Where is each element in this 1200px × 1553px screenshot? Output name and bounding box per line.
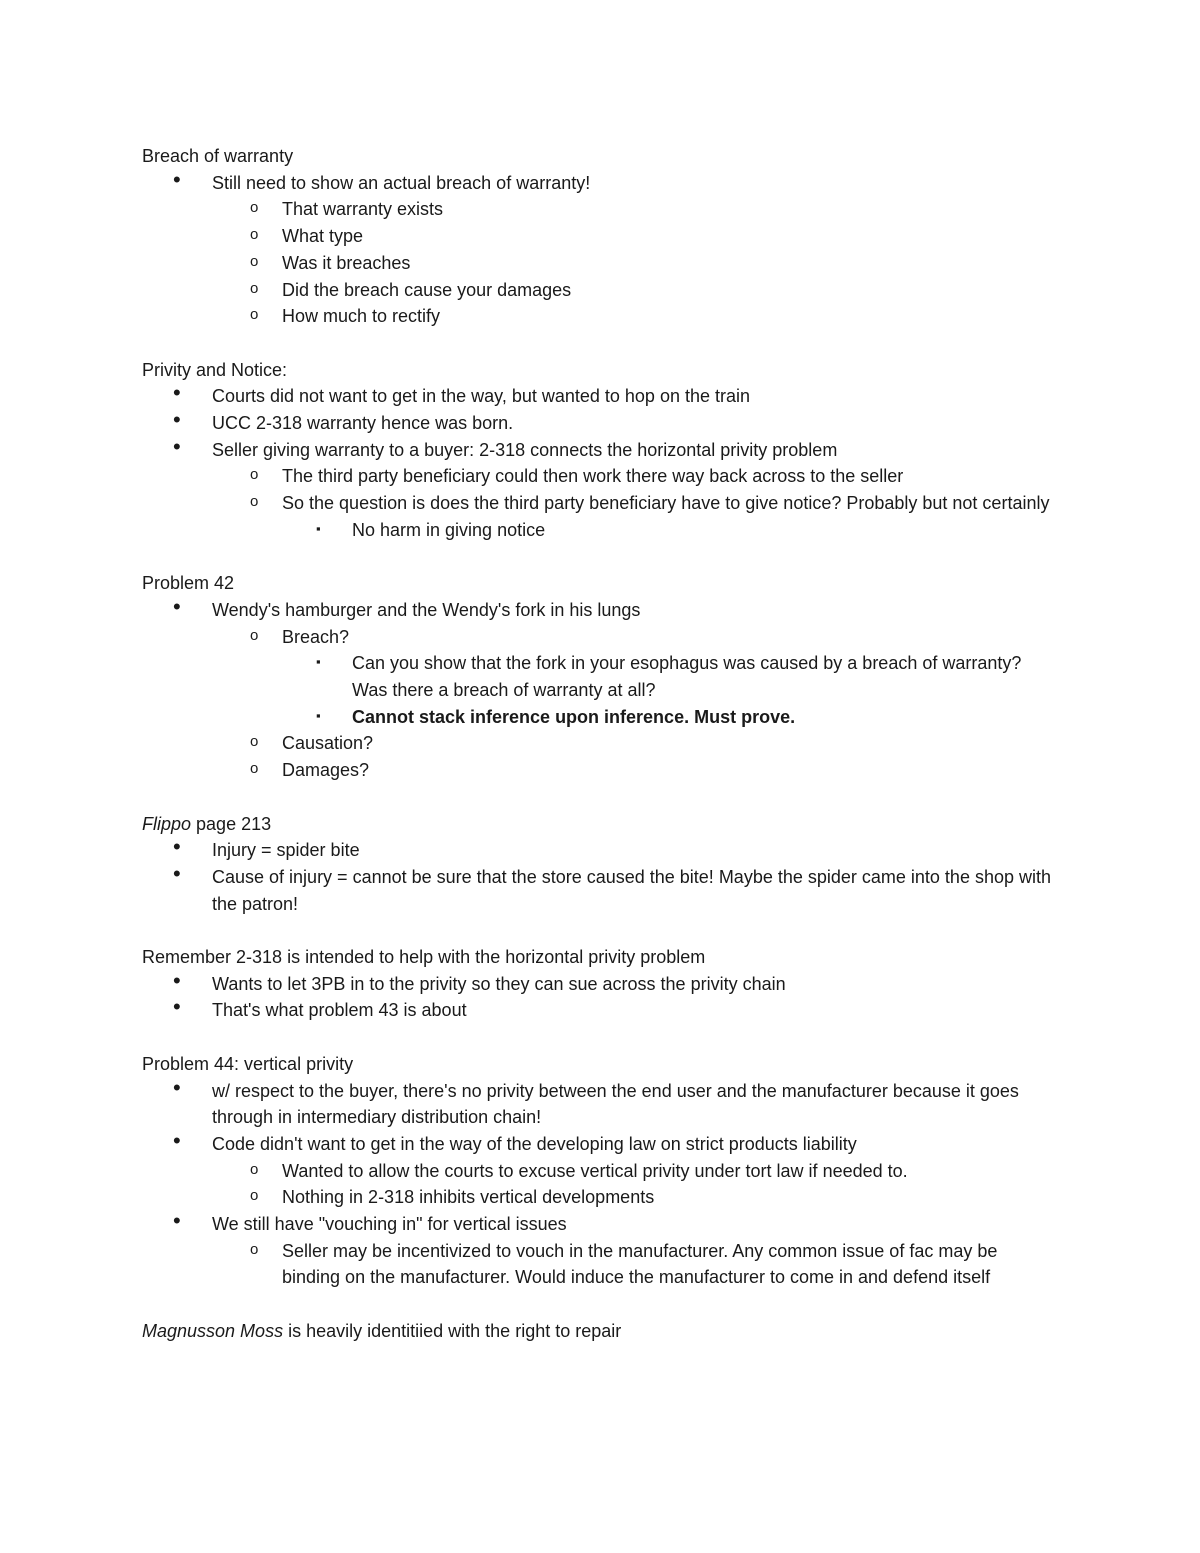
list-item-text: Wendy's hamburger and the Wendy's fork in his lungs	[212, 599, 641, 620]
list-item-text: So the question is does the third party beneficiary have to give notice? Probably but not certainly	[282, 493, 1050, 514]
list-item: o Nothing in 2-318 inhibits vertical developments	[212, 1184, 1057, 1211]
section-privity-and-notice	[142, 357, 1057, 544]
section-problem-42	[142, 570, 1057, 784]
list-item: • UCC 2-318 warranty hence was born.	[142, 410, 1057, 437]
section-heading: Problem 42	[142, 573, 235, 594]
list-item	[142, 437, 1057, 544]
list-item	[142, 597, 1057, 784]
bullet-list	[142, 837, 1057, 917]
list-item	[282, 704, 1057, 731]
section-heading: Remember 2-318 is intended to help with the horizontal privity problem	[142, 947, 706, 968]
section-breach-of-warranty	[142, 143, 1057, 330]
list-item: o Wanted to allow the courts to excuse vertical privity under tort law if needed to.	[212, 1158, 1057, 1185]
sub-sub-list	[212, 517, 1057, 544]
list-item: • Cause of injury = cannot be sure that the store caused the bite! Maybe the spider came into the shop with the patron!	[142, 864, 1057, 917]
list-item-text: Code didn't want to get in the way of the developing law on strict products liability	[212, 1133, 857, 1154]
sub-list	[142, 624, 1057, 784]
bullet-list	[142, 170, 1057, 330]
list-item: • Wants to let 3PB in to the privity so they can sue across the privity chain	[142, 971, 1057, 998]
list-item	[142, 1131, 1057, 1211]
bullet-list	[142, 597, 1057, 784]
bullet-list	[142, 971, 1057, 1024]
section-heading: Privity and Notice:	[142, 359, 288, 380]
list-item-text: Breach?	[282, 626, 350, 647]
list-item: o Was it breaches	[212, 250, 1057, 277]
sub-list	[142, 463, 1057, 543]
sub-list	[142, 196, 1057, 330]
list-item	[212, 490, 1057, 543]
section-heading: Breach of warranty	[142, 146, 294, 166]
sub-list	[142, 1238, 1057, 1291]
list-item: o How much to rectify	[212, 303, 1057, 330]
heading-rest: page 213	[191, 813, 272, 834]
list-item: o What type	[212, 223, 1057, 250]
section-remember-2-318	[142, 944, 1057, 1024]
section-heading	[142, 811, 1057, 838]
statute-name: Magnusson Moss	[142, 1320, 284, 1341]
list-item: • w/ respect to the buyer, there's no privity between the end user and the manufacturer because it goes through in intermediary distribution chain!	[142, 1078, 1057, 1131]
notes-body	[142, 143, 1057, 1371]
list-item	[142, 1211, 1057, 1291]
list-item: o That warranty exists	[212, 196, 1057, 223]
list-item: ▪ Can you show that the fork in your esophagus was caused by a breach of warranty? Was there a breach of warranty at all?	[282, 650, 1057, 703]
list-item-text: Still need to show an actual breach of warranty!	[212, 172, 591, 193]
section-problem-44	[142, 1051, 1057, 1291]
list-item: • That's what problem 43 is about	[142, 997, 1057, 1024]
sub-sub-list	[212, 650, 1057, 730]
list-item: o Damages?	[212, 757, 1057, 784]
case-name: Flippo	[142, 813, 192, 834]
bullet-list	[142, 383, 1057, 543]
list-item: o Seller may be incentivized to vouch in the manufacturer. Any common issue of fac may be binding on the manufacturer. Would induce the manufacturer to come in and defend itself	[212, 1238, 1057, 1291]
list-item: o Did the breach cause your damages	[212, 277, 1057, 304]
section-flippo	[142, 811, 1057, 918]
list-item: o Causation?	[212, 730, 1057, 757]
list-item	[142, 170, 1057, 330]
list-item-text: We still have "vouching in" for vertical issues	[212, 1214, 567, 1235]
bold-text: Cannot stack inference upon inference. Must prove.	[352, 706, 796, 727]
section-heading	[142, 1318, 1057, 1345]
section-magnusson-moss	[142, 1318, 1057, 1345]
sub-list	[142, 1158, 1057, 1211]
list-item: • Courts did not want to get in the way, but wanted to hop on the train	[142, 383, 1057, 410]
list-item-text: Seller giving warranty to a buyer: 2-318 connects the horizontal privity problem	[212, 439, 838, 460]
heading-rest: is heavily identitiied with the right to repair	[283, 1320, 622, 1341]
list-item: ▪ No harm in giving notice	[282, 517, 1057, 544]
section-heading: Problem 44: vertical privity	[142, 1053, 354, 1074]
list-item	[212, 624, 1057, 731]
list-item: o The third party beneficiary could then work there way back across to the seller	[212, 463, 1057, 490]
bullet-list	[142, 1078, 1057, 1292]
list-item: • Injury = spider bite	[142, 837, 1057, 864]
